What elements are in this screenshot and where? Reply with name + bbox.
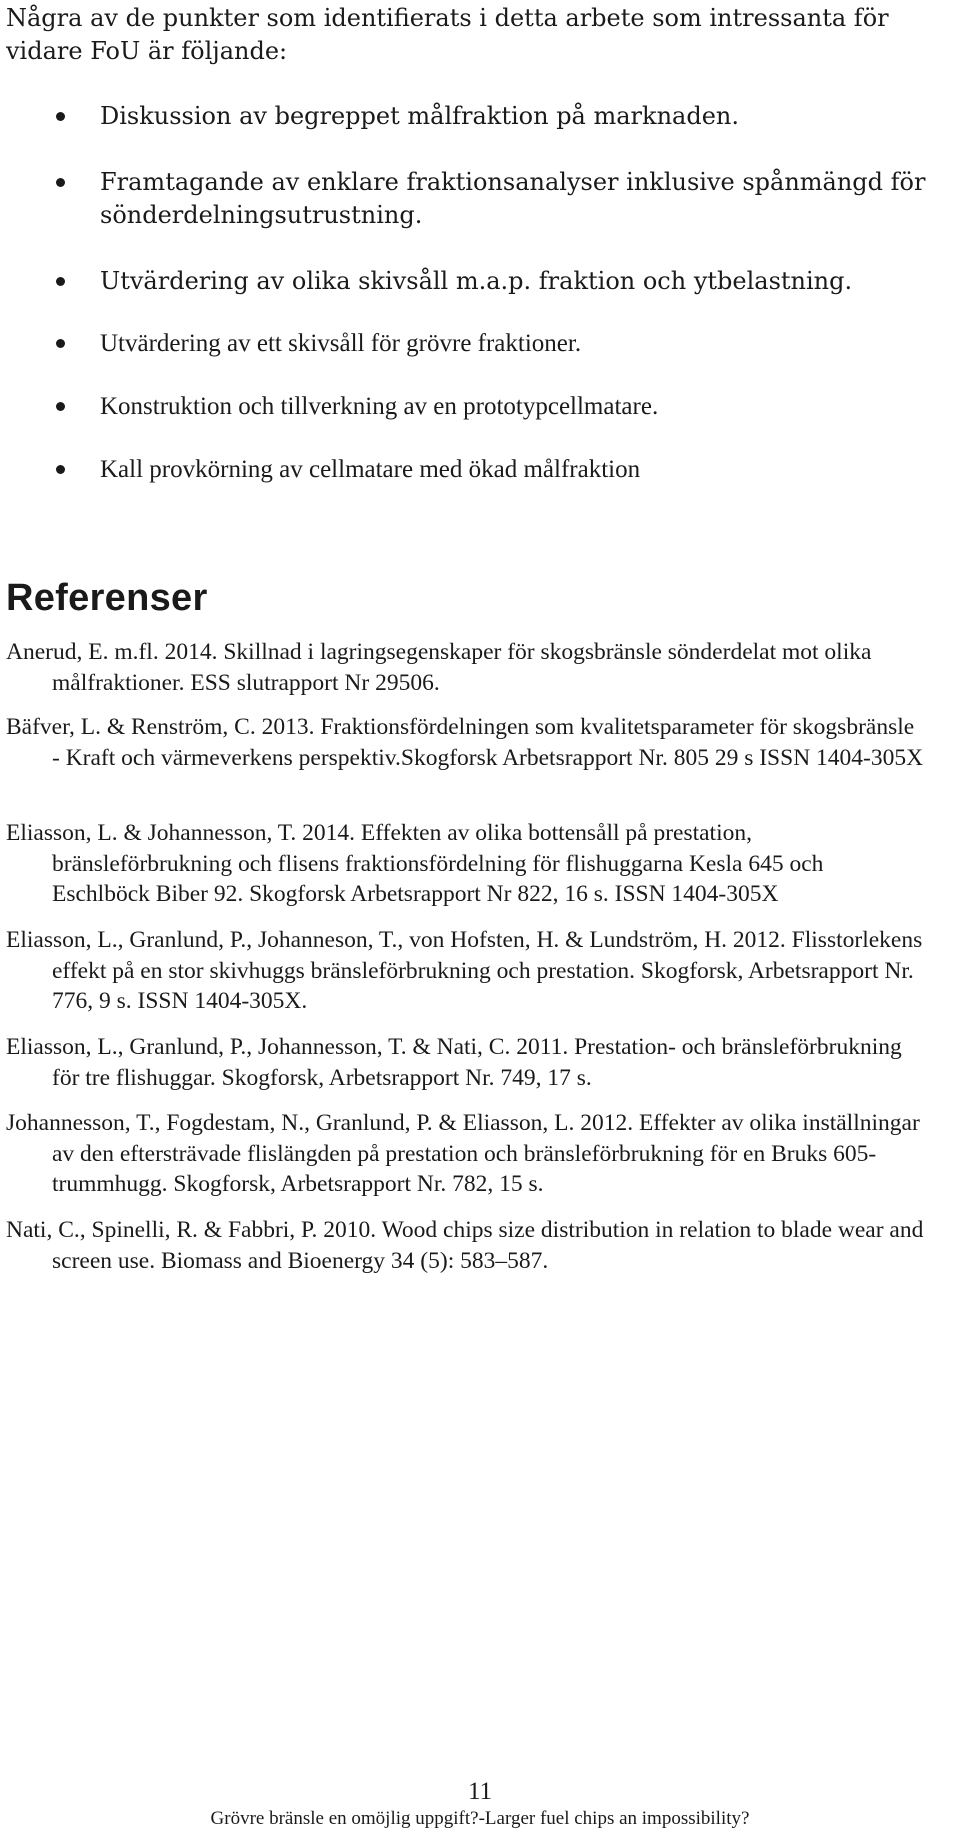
bullet-icon [56,465,65,474]
reference-entry: Eliasson, L., Granlund, P., Johanneson, T., von Hofsten, H. & Lundström, H. 2012. Flisstorlekens effekt på en stor skivhuggs bränsleförbrukning och prestation. Skogforsk, Arbetsrapport Nr. 776, 9 s. ISSN 1404-305X. [6,927,923,1014]
reference-entry: Eliasson, L., Granlund, P., Johannesson, T. & Nati, C. 2011. Prestation- och bränsleförbrukning för tre flishuggar. Skogforsk, Arbetsrapport Nr. 749, 17 s. [6,1034,902,1091]
list-item [100,390,940,423]
list-item [100,453,940,486]
list-item-text: Konstruktion och tillverkning av en prototypcellmatare. [100,393,659,420]
references-heading: Referenser [6,577,208,619]
reference-entry: Anerud, E. m.fl. 2014. Skillnad i lagringsegenskaper för skogsbränsle sönderdelat mot olika målfraktioner. ESS slutrapport Nr 29506. [6,639,872,696]
list-item-text: Kall provkörning av cellmatare med ökad målfraktion [100,456,641,483]
bullet-icon [56,178,65,187]
reference-entry: Eliasson, L. & Johannesson, T. 2014. Effekten av olika bottensåll på prestation, bränsleförbrukning och flisens fraktionsfördelning för flishuggarna Kesla 645 och Eschlböck Biber 92. Skogforsk Arbetsrapport Nr 822, 16 s. ISSN 1404-305X [6,820,824,907]
intro-paragraph: Några av de punkter som identifierats i detta arbete som intressanta för vidare FoU är följande: [6,4,889,65]
bullet-icon [56,277,65,286]
list-item-text: Utvärdering av olika skivsåll m.a.p. fraktion och ytbelastning. [100,267,853,295]
list-item [100,265,940,298]
bullet-icon [56,402,65,411]
list-item [100,327,940,360]
list-item-text: Framtagande av enklare fraktionsanalyser inklusive spånmängd för sönderdelningsutrustning. [100,168,926,229]
running-footer: Grövre bränsle en omöjlig uppgift?-Larger fuel chips an impossibility? [210,1808,750,1829]
bullet-icon [56,339,65,348]
reference-entry: Bäfver, L. & Renström, C. 2013. Fraktionsfördelningen som kvalitetsparameter för skogsbränsle - Kraft och värmeverkens perspektiv.Skogforsk Arbetsrapport Nr. 805 29 s ISSN 1404-305X [6,714,924,771]
reference-entry: Nati, C., Spinelli, R. & Fabbri, P. 2010. Wood chips size distribution in relation to blade wear and screen use. Biomass and Bioenergy 34 (5): 583–587. [6,1217,924,1274]
list-item [100,166,940,232]
list-item-text: Utvärdering av ett skivsåll för grövre fraktioner. [100,330,582,357]
page-number: 11 [467,1778,493,1805]
list-item [100,100,940,133]
reference-entry: Johannesson, T., Fogdestam, N., Granlund, P. & Eliasson, L. 2012. Effekter av olika inställningar av den eftersträvade flislängden på prestation och bränsleförbrukning för en Bruks 605-trummhugg. Skogforsk, Arbetsrapport Nr. 782, 15 s. [6,1110,920,1197]
list-item-text: Diskussion av begreppet målfraktion på marknaden. [100,102,739,130]
bullet-icon [56,112,65,121]
